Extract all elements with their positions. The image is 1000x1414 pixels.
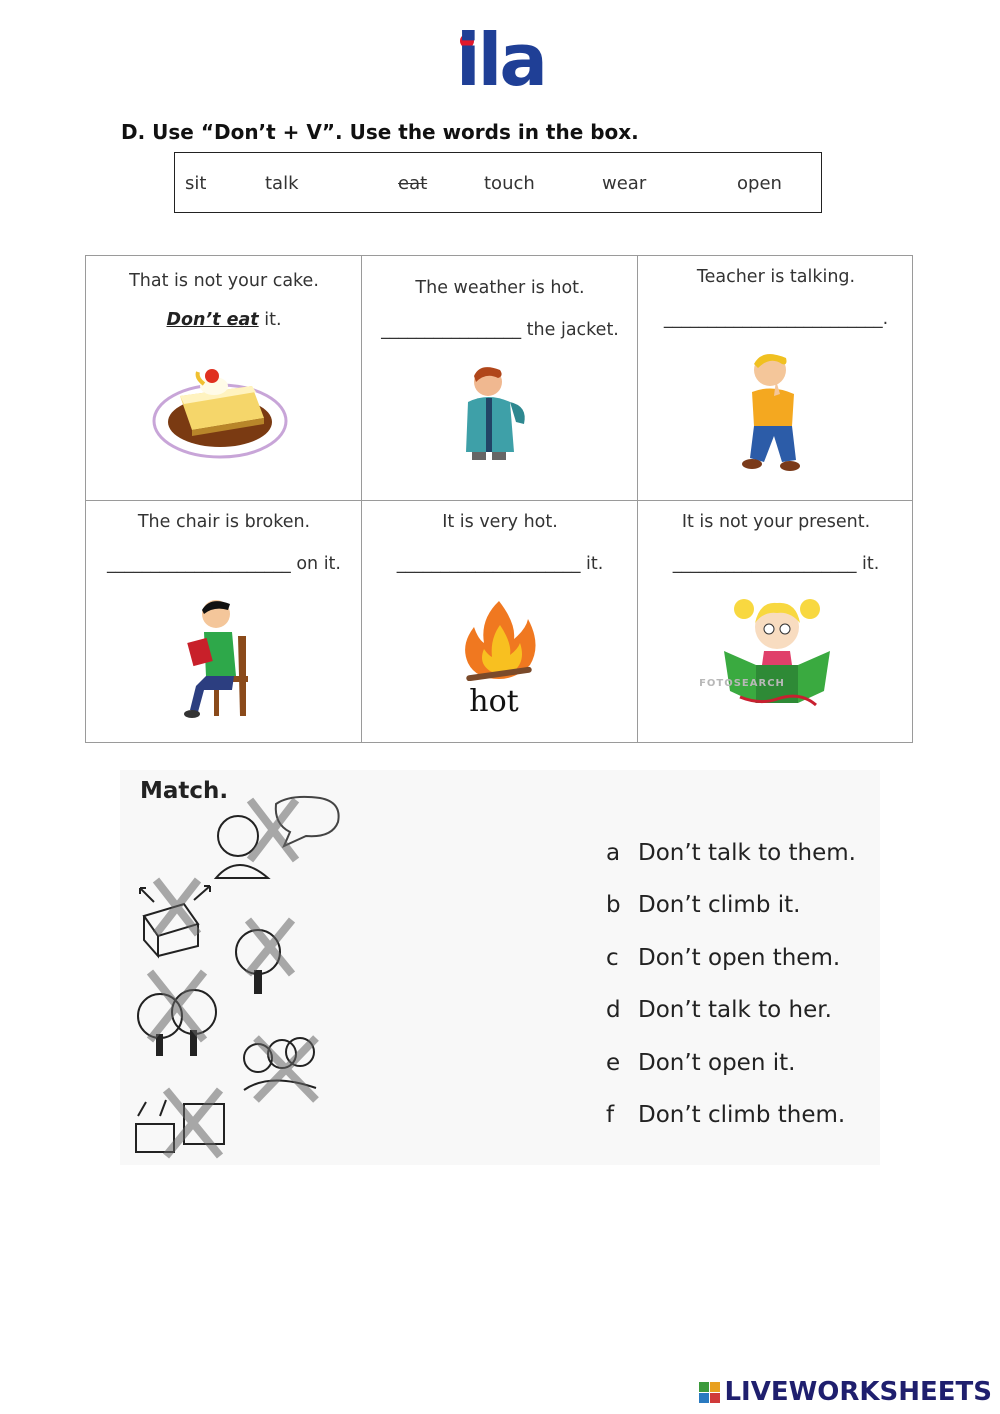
answer-blank: _____________________ <box>107 554 291 574</box>
word-box <box>174 152 822 213</box>
answer-blank: _________________________ <box>663 309 883 329</box>
match-letter: e <box>606 1050 621 1076</box>
answer-blank: _____________________ <box>672 554 857 574</box>
word-talk: talk <box>265 173 299 194</box>
match-letter: b <box>606 892 621 918</box>
footer-brand <box>699 1378 992 1406</box>
exercise-cell-1 <box>86 256 362 500</box>
exercise-cell-6 <box>638 501 914 745</box>
liveworksheets-icon <box>699 1382 720 1403</box>
watermark: FOTOSEARCH <box>699 678 785 689</box>
cell-prompt: The chair is broken. <box>137 512 311 532</box>
answer-blank: ________________ <box>381 320 522 340</box>
answer-suffix: it. <box>258 310 282 330</box>
match-text: Don’t open them. <box>638 945 841 971</box>
match-title: Match. <box>140 778 229 804</box>
cell-answer-line <box>362 320 638 340</box>
answer-blank: _____________________ <box>396 554 581 574</box>
answer-suffix: it. <box>856 554 880 574</box>
boy-jacket-icon <box>458 362 538 464</box>
exercise-cell-5 <box>362 501 638 745</box>
girl-present-icon <box>720 595 834 717</box>
answer-suffix: the jacket. <box>521 320 619 340</box>
word-open: open <box>737 173 782 194</box>
match-text: Don’t climb them. <box>638 1102 846 1128</box>
cake-icon <box>152 356 292 461</box>
match-text: Don’t talk to her. <box>638 997 832 1023</box>
match-item-f <box>606 1102 845 1128</box>
match-text: Don’t talk to them. <box>638 840 856 866</box>
cell-answer-line <box>86 554 362 574</box>
fire-caption: hot <box>469 684 519 719</box>
section-title: D. Use “Don’t + V”. Use the words in the box. <box>121 120 639 144</box>
fire-icon <box>456 599 542 681</box>
match-exercise <box>120 770 880 1165</box>
word-eat: eat <box>398 173 428 194</box>
match-letter: a <box>606 840 621 866</box>
answer-text: Don’t eat <box>166 310 259 330</box>
match-letter: c <box>606 945 619 971</box>
cell-answer-line <box>362 554 638 574</box>
answer-suffix: on it. <box>290 554 341 574</box>
answer-suffix: . <box>882 309 889 329</box>
logo-text: ila <box>456 18 545 102</box>
boy-chair-icon <box>184 596 264 720</box>
answer-suffix: it. <box>580 554 604 574</box>
match-pictures <box>120 790 360 1160</box>
cell-prompt: That is not your cake. <box>129 271 319 291</box>
cell-prompt: The weather is hot. <box>415 278 585 298</box>
logo <box>456 18 546 105</box>
cell-answer-line <box>86 310 362 330</box>
exercise-cell-3 <box>638 256 914 500</box>
word-touch: touch <box>484 173 535 194</box>
exercise-cell-4 <box>86 501 362 745</box>
cell-answer-line <box>638 554 914 574</box>
cell-answer-line <box>638 309 914 329</box>
cell-prompt: Teacher is talking. <box>696 267 856 287</box>
cell-prompt: It is not your present. <box>681 512 871 532</box>
match-item-d <box>606 997 832 1023</box>
word-wear: wear <box>602 173 647 194</box>
match-letter: f <box>606 1102 615 1128</box>
match-item-b <box>606 892 800 918</box>
exercise-grid <box>85 255 913 743</box>
match-item-a <box>606 840 856 866</box>
cell-prompt: It is very hot. <box>442 512 558 532</box>
match-text: Don’t climb it. <box>638 892 801 918</box>
footer-brand-text: LIVEWORKSHEETS <box>724 1377 992 1407</box>
boy-quiet-icon <box>738 350 812 476</box>
match-letter: d <box>606 997 621 1023</box>
word-sit: sit <box>185 173 207 194</box>
match-item-e <box>606 1050 795 1076</box>
exercise-cell-2 <box>362 256 638 500</box>
match-text: Don’t open it. <box>638 1050 796 1076</box>
match-item-c <box>606 945 840 971</box>
